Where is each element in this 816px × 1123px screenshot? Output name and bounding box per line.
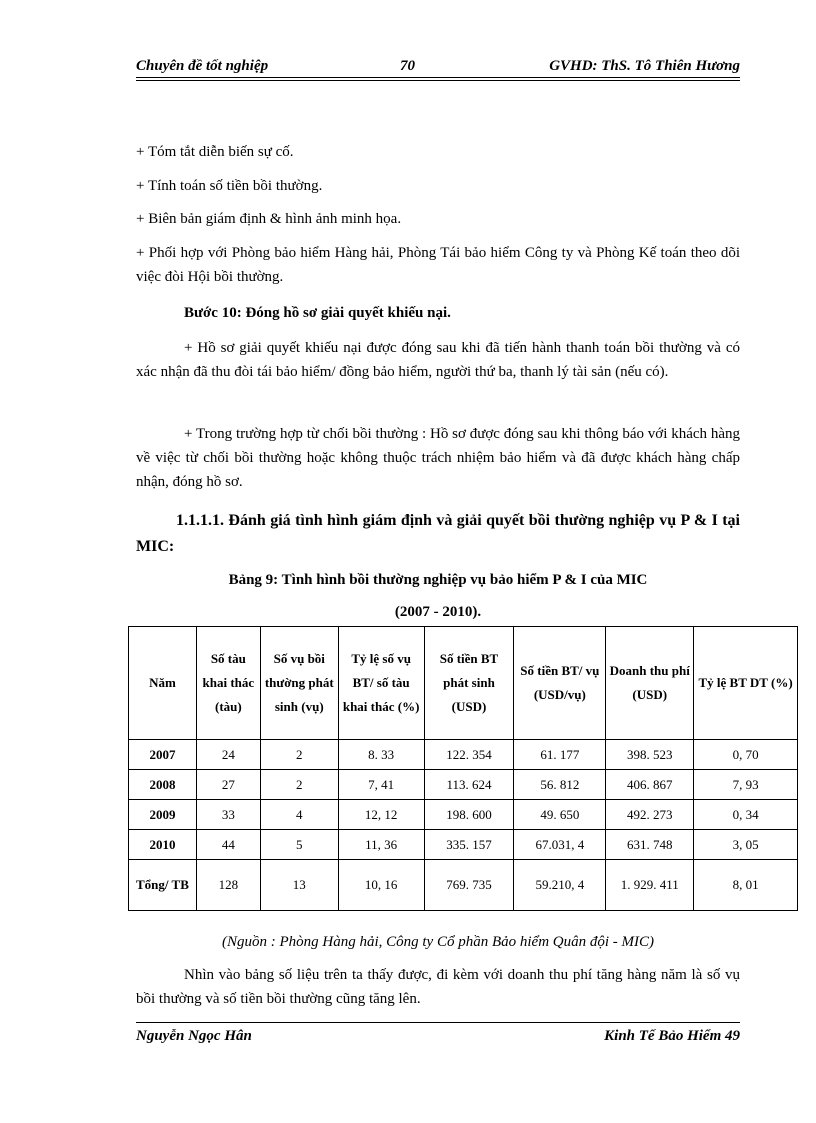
cell-year: 2010: [129, 830, 197, 860]
cell-claim-ratio: 8. 33: [338, 740, 424, 770]
bullet-coordination: + Phối hợp với Phòng bảo hiểm Hàng hải, Phòng Tái bảo hiểm Công ty và Phòng Kế toán theo dõi việc đòi Hội bồi thường.: [136, 245, 740, 285]
cell-claims: 4: [260, 800, 338, 830]
cell-loss-ratio: 0, 70: [694, 740, 798, 770]
cell-ships: 24: [196, 740, 260, 770]
header-claims: Số vụ bồi thường phát sinh (vụ): [260, 627, 338, 740]
step10-heading: Bước 10: Đóng hồ sơ giải quyết khiếu nại.: [184, 305, 451, 321]
claims-table: [128, 626, 798, 911]
cell-year: 2009: [129, 800, 197, 830]
bullet-calculation: + Tính toán số tiền bồi thường.: [136, 178, 323, 194]
bullet-assessment: + Biên bản giám định & hình ảnh minh họa.: [136, 211, 402, 227]
cell-amount-per-claim: 61. 177: [514, 740, 606, 770]
cell-claim-amount: 113. 624: [424, 770, 514, 800]
cell-claims: 5: [260, 830, 338, 860]
cell-ships: 33: [196, 800, 260, 830]
cell-ships: 27: [196, 770, 260, 800]
section-heading: 1.1.1.1. Đánh giá tình hình giám định và giải quyết bồi thường nghiệp vụ P & I tại MIC:: [136, 512, 740, 555]
table-source: (Nguồn : Phòng Hàng hải, Công ty Cổ phần Bảo hiểm Quân đội - MIC): [221, 934, 655, 950]
cell-ships: 44: [196, 830, 260, 860]
header-claim-amount: Số tiền BT phát sinh (USD): [424, 627, 514, 740]
cell-avg-claim-ratio: 10, 16: [338, 860, 424, 911]
header-claim-ratio: Tỷ lệ số vụ BT/ số tàu khai thác (%): [338, 627, 424, 740]
footer-rule: [136, 1022, 740, 1023]
header-rule: [136, 77, 740, 78]
cell-total-claim-amount: 769. 735: [424, 860, 514, 911]
header-supervisor: GVHD: ThS. Tô Thiên Hương: [549, 58, 740, 74]
cell-total-label: Tổng/ TB: [129, 860, 197, 911]
cell-premium-revenue: 398. 523: [606, 740, 694, 770]
cell-claims: 2: [260, 770, 338, 800]
cell-total-premium-revenue: 1. 929. 411: [606, 860, 694, 911]
table-row: [129, 800, 798, 830]
cell-claim-amount: 122. 354: [424, 740, 514, 770]
cell-amount-per-claim: 56. 812: [514, 770, 606, 800]
cell-claim-ratio: 12, 12: [338, 800, 424, 830]
table-row: [129, 830, 798, 860]
table-subtitle: (2007 - 2010).: [394, 604, 482, 620]
conclusion-paragraph: Nhìn vào bảng số liệu trên ta thấy được, đi kèm với doanh thu phí tăng hàng năm là số vụ bồi thường và số tiền bồi thường cũng tăng lên.: [136, 967, 740, 1007]
page-header: [136, 58, 740, 78]
cell-loss-ratio: 0, 34: [694, 800, 798, 830]
cell-loss-ratio: 3, 05: [694, 830, 798, 860]
bullet-summary: + Tóm tắt diễn biến sự cố.: [136, 144, 294, 160]
cell-amount-per-claim: 49. 650: [514, 800, 606, 830]
header-amount-per-claim: Số tiền BT/ vụ (USD/vụ): [514, 627, 606, 740]
table-total-row: [129, 860, 798, 911]
footer-author: Nguyễn Ngọc Hân: [136, 1028, 252, 1044]
header-document-type: Chuyên đề tốt nghiệp: [136, 58, 269, 74]
cell-claims: 2: [260, 740, 338, 770]
cell-year: 2007: [129, 740, 197, 770]
step10-paragraph-2: + Trong trường hợp từ chối bồi thường : Hồ sơ được đóng sau khi thông báo với khách hàng về việc từ chối bồi thường hoặc không thuộc trách nhiệm bảo hiểm và đã được khách hàng chấp nhận, đóng hồ sơ.: [136, 426, 740, 490]
header-loss-ratio: Tỷ lệ BT DT (%): [694, 627, 798, 740]
cell-premium-revenue: 492. 273: [606, 800, 694, 830]
cell-total-claims: 13: [260, 860, 338, 911]
table-row: [129, 770, 798, 800]
header-ships: Số tàu khai thác (tàu): [196, 627, 260, 740]
cell-claim-amount: 335. 157: [424, 830, 514, 860]
header-page-number: 70: [400, 58, 415, 74]
cell-premium-revenue: 406. 867: [606, 770, 694, 800]
cell-avg-amount-per-claim: 59.210, 4: [514, 860, 606, 911]
cell-year: 2008: [129, 770, 197, 800]
cell-avg-loss-ratio: 8, 01: [694, 860, 798, 911]
cell-claim-amount: 198. 600: [424, 800, 514, 830]
cell-amount-per-claim: 67.031, 4: [514, 830, 606, 860]
table-title: Bảng 9: Tình hình bồi thường nghiệp vụ bảo hiểm P & I của MIC: [228, 572, 648, 588]
cell-loss-ratio: 7, 93: [694, 770, 798, 800]
cell-premium-revenue: 631. 748: [606, 830, 694, 860]
header-year: Năm: [129, 627, 197, 740]
table-header-row: [129, 627, 798, 740]
cell-total-ships: 128: [196, 860, 260, 911]
cell-claim-ratio: 7, 41: [338, 770, 424, 800]
header-premium-revenue: Doanh thu phí (USD): [606, 627, 694, 740]
step10-paragraph-1: + Hồ sơ giải quyết khiếu nại được đóng sau khi đã tiến hành thanh toán bồi thường và có xác nhận đã thu đòi tái bảo hiểm/ đồng bảo hiểm, người thứ ba, thanh lý tài sản (nếu có).: [136, 340, 740, 380]
header-rule-double: [136, 80, 740, 81]
table-row: [129, 740, 798, 770]
page-footer: [136, 1028, 740, 1048]
cell-claim-ratio: 11, 36: [338, 830, 424, 860]
footer-major: Kinh Tế Bảo Hiểm 49: [604, 1028, 740, 1044]
